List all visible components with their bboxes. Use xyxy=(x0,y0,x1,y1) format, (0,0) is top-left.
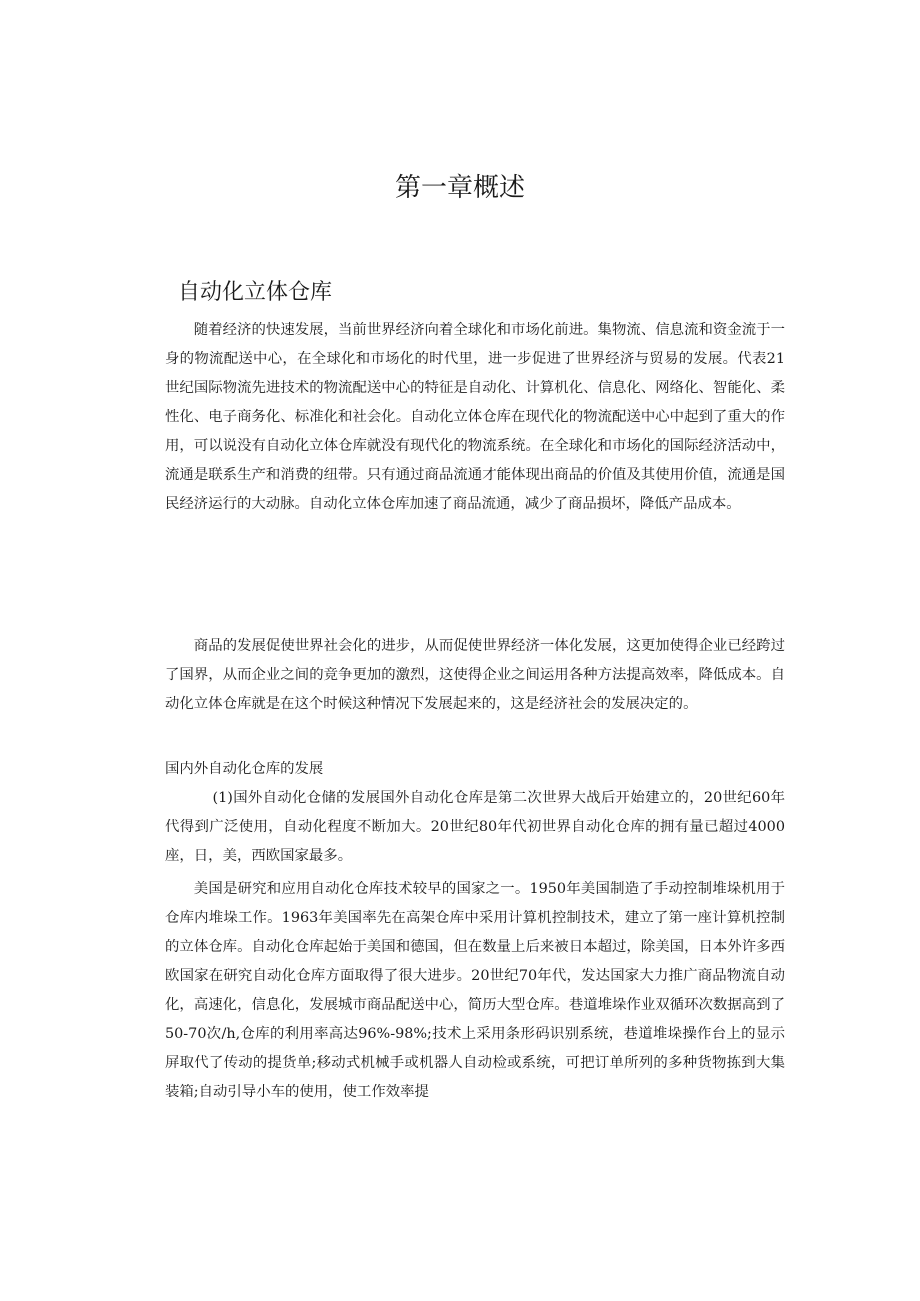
body-paragraph-4: 美国是研究和应用自动化仓库技术较早的国家之一。1950年美国制造了手动控制堆垛机用于仓库内堆垛工作。1963年美国率先在高架仓库中采用计算机控制技术，建立了第一座计算机控制的立体仓库。自动化仓库起始于美国和德国，但在数量上后来被日本超过，除美国，日本外许多西欧国家在研究自动化仓库方面取得了很大进步。20世纪70年代，发达国家大力推广商品物流自动化，高速化，信息化，发展城市商品配送中心，简历大型仓库。巷道堆垛作业双循环次数据高到了50-70次/h,仓库的利用率高达96%-98%;技术上采用条形码识别系统，巷道堆垛操作台上的显示屏取代了传动的提货单;移动式机械手或机器人自动检或系统，可把订单所列的多种货物拣到大集装箱;自动引导小车的使用，使工作效率提 xyxy=(165,881,785,1100)
subsection-heading: 国内外自动化仓库的发展 xyxy=(165,761,324,777)
chapter-title: 第一章概述 xyxy=(394,173,525,203)
body-paragraph-2: 商品的发展促使世界社会化的进步，从而促使世界经济一体化发展，这更加使得企业已经跨过了国界，从而企业之间的竞争更加的激烈，这使得企业之间运用各种方法提高效率，降低成本。自动化立体仓库就是在这个时候这种情况下发展起来的，这是经济社会的发展决定的。 xyxy=(165,638,785,712)
body-paragraph-1: 随着经济的快速发展，当前世界经济向着全球化和市场化前进。集物流、信息流和资金流于一身的物流配送中心，在全球化和市场化的时代里，进一步促进了世界经济与贸易的发展。代表21世纪国际物流先进技术的物流配送中心的特征是自动化、计算机化、信息化、网络化、智能化、柔性化、电子商务化、标准化和社会化。自动化立体仓库在现代化的物流配送中心中起到了重大的作用，可以说没有自动化立体仓库就没有现代化的物流系统。在全球化和市场化的国际经济活动中，流通是联系生产和消费的纽带。只有通过商品流通才能体现出商品的价值及其使用价值，流通是国民经济运行的大动脉。自动化立体仓库加速了商品流通，减少了商品损坏，降低产品成本。 xyxy=(165,322,785,512)
section-heading: 自动化立体仓库 xyxy=(178,280,333,305)
body-paragraph-3: (1)国外自动化仓储的发展国外自动化仓库是第二次世界大战后开始建立的，20世纪60年代得到广泛使用，自动化程度不断加大。20世纪80年代初世界自动化仓库的拥有量已超过4000座，日，美，西欧国家最多。 xyxy=(165,790,785,864)
